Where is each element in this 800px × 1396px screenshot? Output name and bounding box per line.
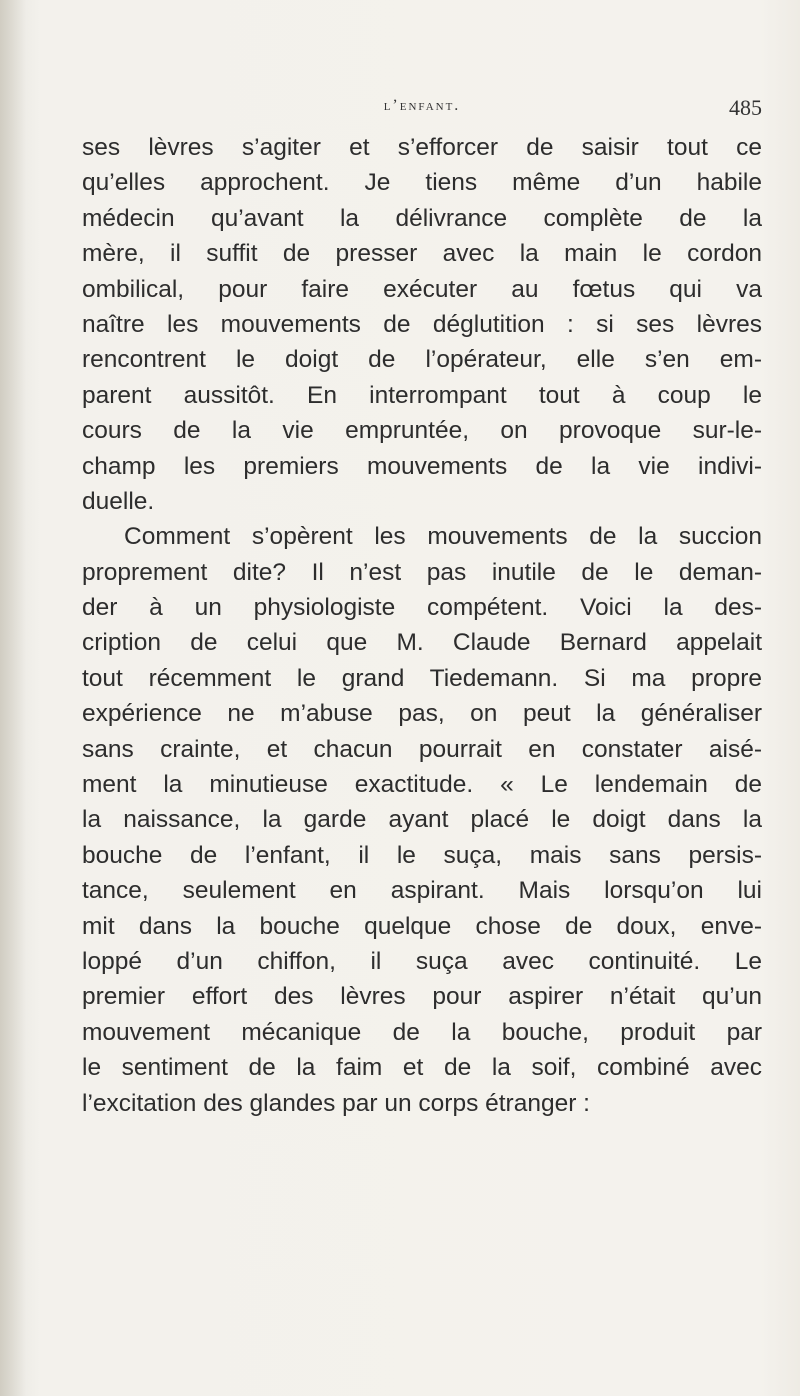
- text-line: ombilical, pour faire exécuter au fœtus qui va: [82, 275, 762, 303]
- text-line: l’excitation des glandes par un corps étranger :: [82, 1089, 590, 1117]
- body-text: [82, 130, 762, 1121]
- running-title: l’enfant.: [383, 97, 461, 114]
- text-line: parent aussitôt. En interrompant tout à coup le: [82, 381, 762, 409]
- text-line: Comment s’opèrent les mouvements de la succion: [124, 523, 762, 551]
- text-line: premier effort des lèvres pour aspirer n’était qu’un: [82, 983, 762, 1011]
- text-line: naître les mouvements de déglutition : si ses lèvres: [82, 310, 762, 338]
- text-line: le sentiment de la faim et de la soif, combiné avec: [82, 1054, 762, 1082]
- binding-shadow: [0, 0, 26, 1396]
- text-line: expérience ne m’abuse pas, on peut la généraliser: [82, 700, 762, 728]
- text-line: mit dans la bouche quelque chose de doux, enve-: [82, 912, 762, 940]
- text-line: proprement dite? Il n’est pas inutile de le deman-: [82, 558, 762, 586]
- text-line: ses lèvres s’agiter et s’efforcer de saisir tout ce: [82, 134, 762, 161]
- text-line: duelle.: [82, 487, 155, 515]
- text-line: tance, seulement en aspirant. Mais lorsqu’on lui: [82, 877, 762, 905]
- text-line: médecin qu’avant la délivrance complète de la: [82, 204, 762, 232]
- text-line: ment la minutieuse exactitude. « Le lendemain de: [82, 771, 762, 799]
- text-line: cours de la vie empruntée, on provoque sur-le-: [82, 417, 762, 445]
- page-number: 485: [729, 95, 762, 120]
- text-line: mouvement mécanique de la bouche, produit par: [82, 1018, 762, 1046]
- text-line: loppé d’un chiffon, il suça avec continuité. Le: [82, 947, 762, 975]
- text-line: qu’elles approchent. Je tiens même d’un habile: [82, 169, 762, 197]
- text-line: tout récemment le grand Tiedemann. Si ma propre: [82, 664, 762, 692]
- running-header: [82, 97, 762, 127]
- text-line: mère, il suffit de presser avec la main le cordon: [82, 240, 762, 268]
- text-line: la naissance, la garde ayant placé le doigt dans la: [82, 806, 762, 834]
- text-line: bouche de l’enfant, il le suça, mais sans persis-: [82, 841, 762, 869]
- text-line: der à un physiologiste compétent. Voici la des-: [82, 594, 762, 622]
- text-line: champ les premiers mouvements de la vie indivi-: [82, 452, 762, 480]
- text-line: sans crainte, et chacun pourrait en constater aisé-: [82, 735, 762, 763]
- text-line: cription de celui que M. Claude Bernard appelait: [82, 629, 762, 657]
- text-line: rencontrent le doigt de l’opérateur, elle s’en em-: [82, 346, 762, 374]
